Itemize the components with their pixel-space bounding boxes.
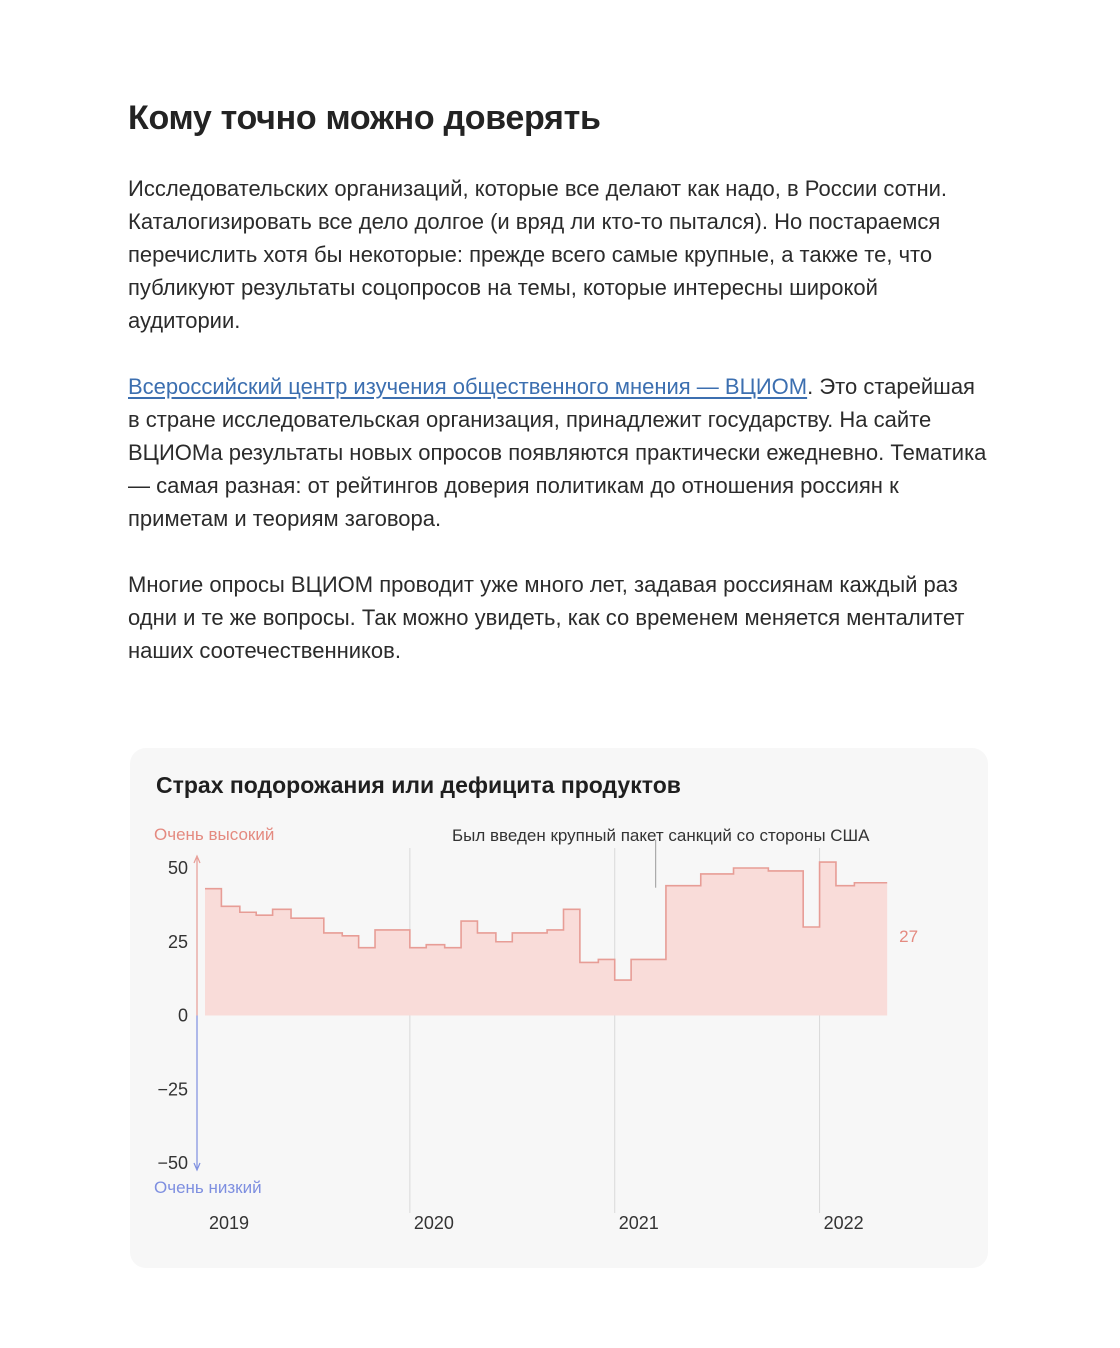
label-very-high: Очень высокий — [154, 825, 275, 844]
x-tick-label: 2019 — [209, 1213, 250, 1233]
chart-svg — [130, 748, 988, 1268]
y-tick-label: 25 — [167, 931, 188, 952]
vciom-link[interactable]: Всероссийский центр изучения общественного мнения — ВЦИОМ — [128, 374, 808, 399]
paragraph-vciom — [128, 370, 988, 535]
area-fill — [205, 862, 887, 1015]
x-tick-label: 2020 — [413, 1213, 454, 1233]
annotation-text: Был введен крупный пакет санкций со стороны США — [452, 826, 870, 845]
paragraph-longterm: Многие опросы ВЦИОМ проводит уже много лет, задавая россиянам каждый раз одни и те же вопросы. Так можно увидеть, как со временем меняется менталитет наших соотечественников. — [128, 572, 965, 663]
label-very-low: Очень низкий — [154, 1178, 262, 1197]
paragraph-intro: Исследовательских организаций, которые все делают как надо, в России сотни. Каталогизировать все дело долгое (и вряд ли кто-то пытался). Но постараемся перечислить хотя бы некоторые: прежде всего самые крупные, а также те, что публикуют результаты соцопросов на темы, которые интересны широкой аудитории. — [128, 176, 948, 333]
x-tick-label: 2021 — [618, 1213, 659, 1233]
article — [128, 92, 988, 667]
page-title: Кому точно можно доверять — [128, 99, 601, 137]
y-tick-label: −50 — [157, 1153, 188, 1173]
y-tick-label: 0 — [177, 1005, 188, 1026]
paragraph-vciom-text: . Это старейшая в стране исследовательская организация, принадлежит государству. На сайте ВЦИОМа результаты новых опросов появляются практически ежедневно. Тематика — самая разная: от рейтингов доверия политикам до отношения россиян к приметам и теориям заговора. — [128, 374, 987, 531]
chart-title: Страх подорожания или дефицита продуктов — [156, 772, 681, 798]
y-tick-label: 50 — [167, 858, 188, 878]
x-tick-label: 2022 — [823, 1213, 864, 1233]
end-value-label: 27 — [899, 926, 919, 946]
chart-card — [130, 748, 988, 1268]
y-tick-label: −25 — [157, 1079, 188, 1100]
